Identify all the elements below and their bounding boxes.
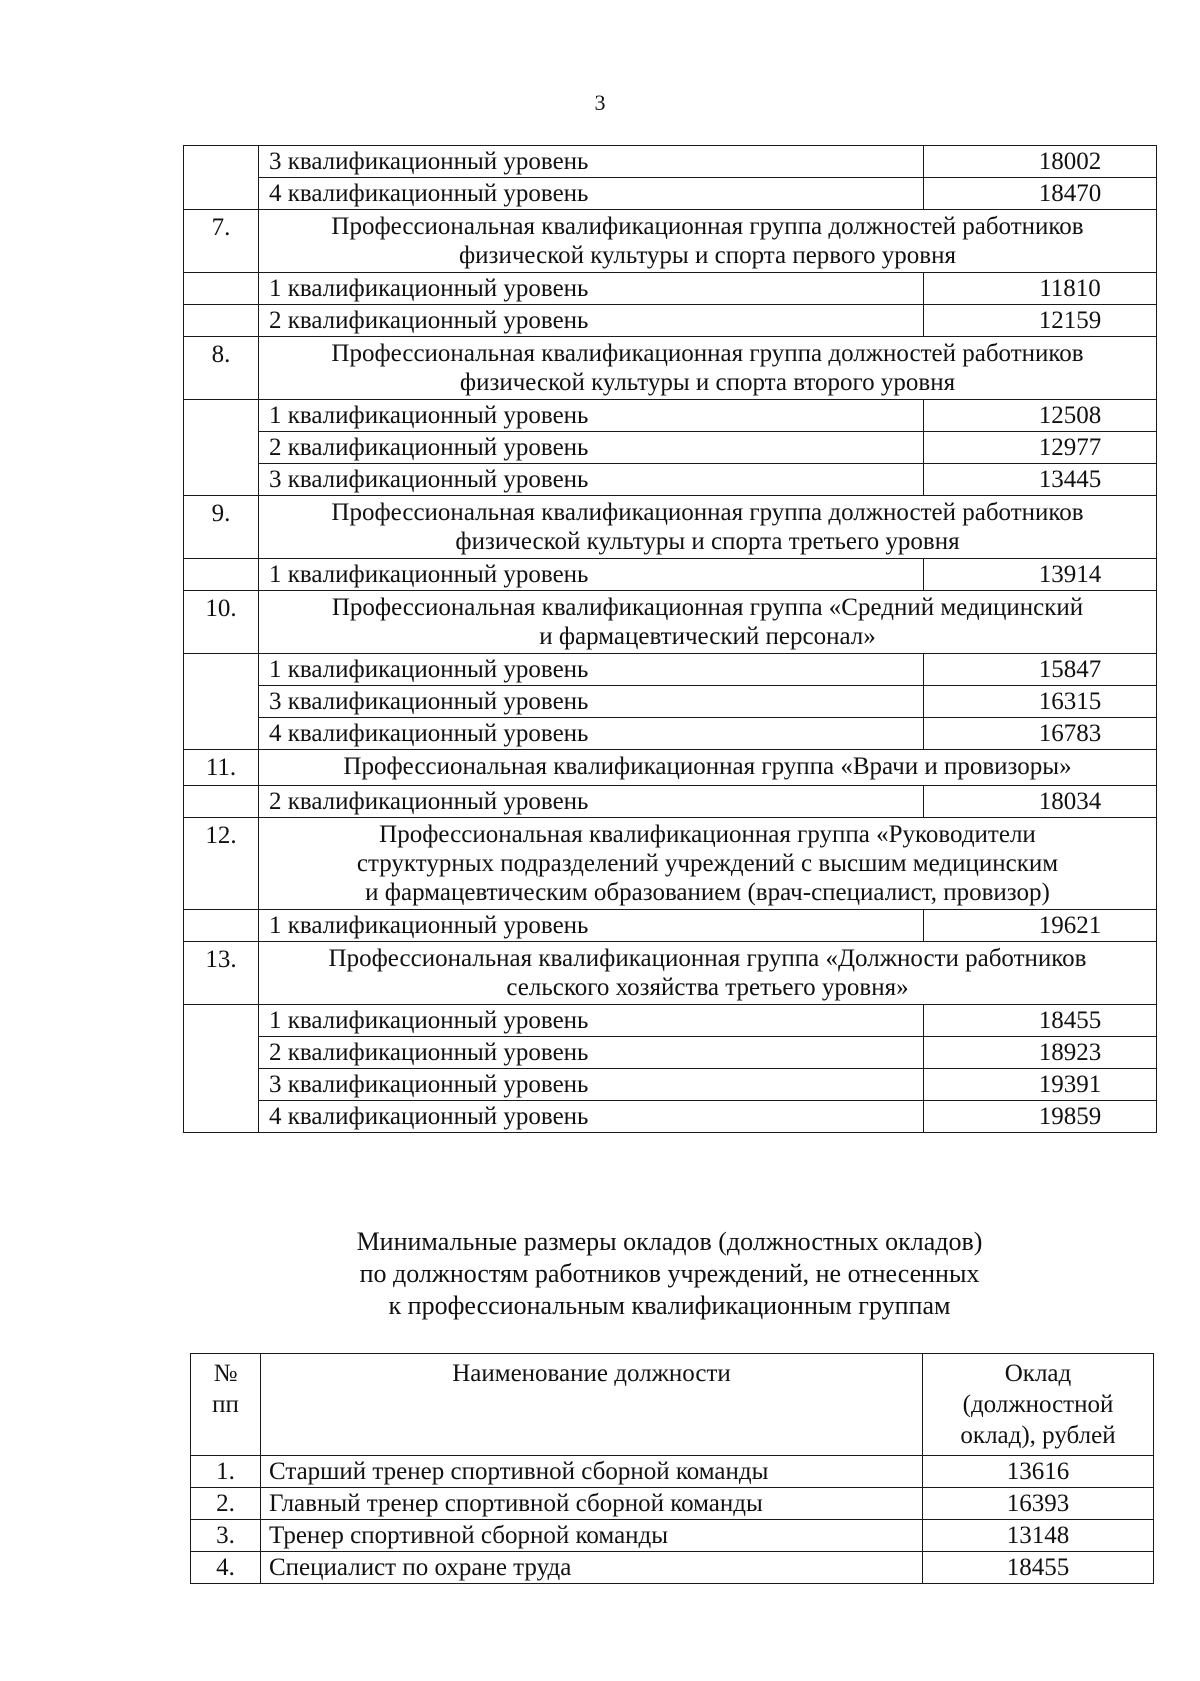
level-salary: 19859 bbox=[924, 1101, 1157, 1133]
group-row bbox=[184, 750, 1157, 786]
header-salary-line: (должностной bbox=[962, 1391, 1114, 1418]
empty-number-cell bbox=[184, 559, 259, 591]
group-title bbox=[259, 818, 1157, 910]
level-salary: 11810 bbox=[924, 273, 1157, 305]
group-title-line: Профессиональная квалификационная группа должностей работников bbox=[331, 213, 1084, 240]
header-position: Наименование должности bbox=[261, 1354, 923, 1456]
table-row bbox=[191, 1456, 1154, 1488]
group-title-line: физической культуры и спорта второго уровня bbox=[459, 369, 956, 396]
level-row bbox=[184, 1005, 1157, 1037]
level-label: 4 квалификационный уровень bbox=[259, 1101, 924, 1133]
header-number-line: пп bbox=[212, 1391, 239, 1418]
level-label: 1 квалификационный уровень bbox=[259, 273, 924, 305]
position-salary: 16393 bbox=[923, 1488, 1154, 1520]
group-title-line: физической культуры и спорта третьего уровня bbox=[455, 528, 960, 555]
level-label: 2 квалификационный уровень bbox=[259, 305, 924, 337]
empty-number-cell bbox=[184, 400, 259, 496]
section-title-line: к профессиональным квалификационным группам bbox=[388, 1291, 951, 1320]
group-number: 12. bbox=[184, 818, 259, 910]
group-row bbox=[184, 942, 1157, 1005]
group-title bbox=[259, 210, 1157, 273]
position-salary: 13616 bbox=[923, 1456, 1154, 1488]
level-salary: 16315 bbox=[924, 686, 1157, 718]
level-row bbox=[184, 1101, 1157, 1133]
group-title-line: физической культуры и спорта первого уровня bbox=[458, 242, 956, 269]
group-row bbox=[184, 210, 1157, 273]
empty-number-cell bbox=[184, 1005, 259, 1133]
level-label: 1 квалификационный уровень bbox=[259, 400, 924, 432]
level-row bbox=[184, 464, 1157, 496]
empty-number-cell bbox=[184, 305, 259, 337]
level-label: 2 квалификационный уровень bbox=[259, 432, 924, 464]
level-label: 1 квалификационный уровень bbox=[259, 654, 924, 686]
level-salary: 18470 bbox=[924, 178, 1157, 210]
level-label: 1 квалификационный уровень bbox=[259, 1005, 924, 1037]
table-row bbox=[191, 1520, 1154, 1552]
level-salary: 19621 bbox=[924, 910, 1157, 942]
position-salary: 18455 bbox=[923, 1552, 1154, 1584]
group-title-line: Профессиональная квалификационная группа «Руководители bbox=[379, 821, 1036, 848]
group-row bbox=[184, 337, 1157, 400]
group-title-line: Профессиональная квалификационная группа «Врачи и провизоры» bbox=[343, 753, 1072, 780]
level-row bbox=[184, 273, 1157, 305]
section-title-line: Минимальные размеры окладов (должностных окладов) bbox=[356, 1227, 983, 1256]
qualification-groups-table bbox=[183, 145, 1157, 1133]
table-row bbox=[191, 1552, 1154, 1584]
group-title-line: Профессиональная квалификационная группа должностей работников bbox=[331, 340, 1084, 367]
level-salary: 13914 bbox=[924, 559, 1157, 591]
group-title-line: сельского хозяйства третьего уровня» bbox=[506, 974, 909, 1001]
level-row bbox=[184, 1069, 1157, 1101]
empty-number-cell bbox=[184, 273, 259, 305]
level-salary: 15847 bbox=[924, 654, 1157, 686]
level-row bbox=[184, 305, 1157, 337]
section-title bbox=[183, 1226, 1156, 1322]
row-number: 1. bbox=[191, 1456, 261, 1488]
level-row bbox=[184, 432, 1157, 464]
page-number: 3 bbox=[594, 90, 606, 115]
level-label: 2 квалификационный уровень bbox=[259, 786, 924, 818]
empty-number-cell bbox=[184, 654, 259, 750]
level-salary: 12977 bbox=[924, 432, 1157, 464]
row-number: 4. bbox=[191, 1552, 261, 1584]
group-title bbox=[259, 337, 1157, 400]
group-title bbox=[259, 942, 1157, 1005]
group-title-line: и фармацевтическим образованием (врач-специалист, провизор) bbox=[365, 879, 1050, 906]
level-row bbox=[184, 654, 1157, 686]
header-number bbox=[191, 1354, 261, 1456]
level-row bbox=[184, 1037, 1157, 1069]
level-salary: 18034 bbox=[924, 786, 1157, 818]
level-salary: 12159 bbox=[924, 305, 1157, 337]
level-salary: 18923 bbox=[924, 1037, 1157, 1069]
level-label: 2 квалификационный уровень bbox=[259, 1037, 924, 1069]
empty-number-cell bbox=[184, 786, 259, 818]
level-salary: 12508 bbox=[924, 400, 1157, 432]
group-number: 10. bbox=[184, 591, 259, 654]
table-header-row bbox=[191, 1354, 1154, 1456]
table-row bbox=[191, 1488, 1154, 1520]
position-name: Тренер спортивной сборной команды bbox=[261, 1520, 923, 1552]
group-number: 9. bbox=[184, 496, 259, 559]
level-label: 1 квалификационный уровень bbox=[259, 910, 924, 942]
level-label: 4 квалификационный уровень bbox=[259, 718, 924, 750]
level-row bbox=[184, 910, 1157, 942]
header-number-line: № bbox=[213, 1360, 238, 1387]
row-number: 3. bbox=[191, 1520, 261, 1552]
group-title-line: структурных подразделений учреждений с высшим медицинским bbox=[356, 850, 1059, 877]
group-number: 13. bbox=[184, 942, 259, 1005]
level-row bbox=[184, 178, 1157, 210]
level-label: 3 квалификационный уровень bbox=[259, 464, 924, 496]
level-row bbox=[184, 786, 1157, 818]
header-salary-line: оклад), рублей bbox=[960, 1422, 1116, 1449]
level-row bbox=[184, 559, 1157, 591]
position-name: Специалист по охране труда bbox=[261, 1552, 923, 1584]
level-label: 4 квалификационный уровень bbox=[259, 178, 924, 210]
group-title-line: Профессиональная квалификационная группа должностей работников bbox=[331, 499, 1084, 526]
group-number: 7. bbox=[184, 210, 259, 273]
level-salary: 13445 bbox=[924, 464, 1157, 496]
header-salary-line: Оклад bbox=[1004, 1360, 1072, 1387]
level-label: 3 квалификационный уровень bbox=[259, 146, 924, 178]
level-row bbox=[184, 146, 1157, 178]
level-row bbox=[184, 718, 1157, 750]
position-salary: 13148 bbox=[923, 1520, 1154, 1552]
empty-number-cell bbox=[184, 910, 259, 942]
level-salary: 19391 bbox=[924, 1069, 1157, 1101]
group-title-line: Профессиональная квалификационная группа «Должности работников bbox=[328, 945, 1087, 972]
group-title-line: и фармацевтический персонал» bbox=[539, 623, 876, 650]
empty-number-cell bbox=[184, 146, 259, 210]
group-title bbox=[259, 750, 1157, 786]
level-salary: 18455 bbox=[924, 1005, 1157, 1037]
other-positions-table bbox=[190, 1353, 1154, 1584]
level-salary: 16783 bbox=[924, 718, 1157, 750]
level-salary: 18002 bbox=[924, 146, 1157, 178]
level-row bbox=[184, 400, 1157, 432]
group-row bbox=[184, 496, 1157, 559]
header-salary bbox=[923, 1354, 1154, 1456]
section-title-line: по должностям работников учреждений, не отнесенных bbox=[359, 1259, 980, 1288]
level-label: 3 квалификационный уровень bbox=[259, 1069, 924, 1101]
group-number: 11. bbox=[184, 750, 259, 786]
position-name: Главный тренер спортивной сборной команды bbox=[261, 1488, 923, 1520]
group-number: 8. bbox=[184, 337, 259, 400]
group-title-line: Профессиональная квалификационная группа «Средний медицинский bbox=[331, 594, 1084, 621]
level-label: 1 квалификационный уровень bbox=[259, 559, 924, 591]
group-title bbox=[259, 496, 1157, 559]
level-label: 3 квалификационный уровень bbox=[259, 686, 924, 718]
group-title bbox=[259, 591, 1157, 654]
position-name: Старший тренер спортивной сборной команды bbox=[261, 1456, 923, 1488]
group-row bbox=[184, 818, 1157, 910]
level-row bbox=[184, 686, 1157, 718]
row-number: 2. bbox=[191, 1488, 261, 1520]
group-row bbox=[184, 591, 1157, 654]
